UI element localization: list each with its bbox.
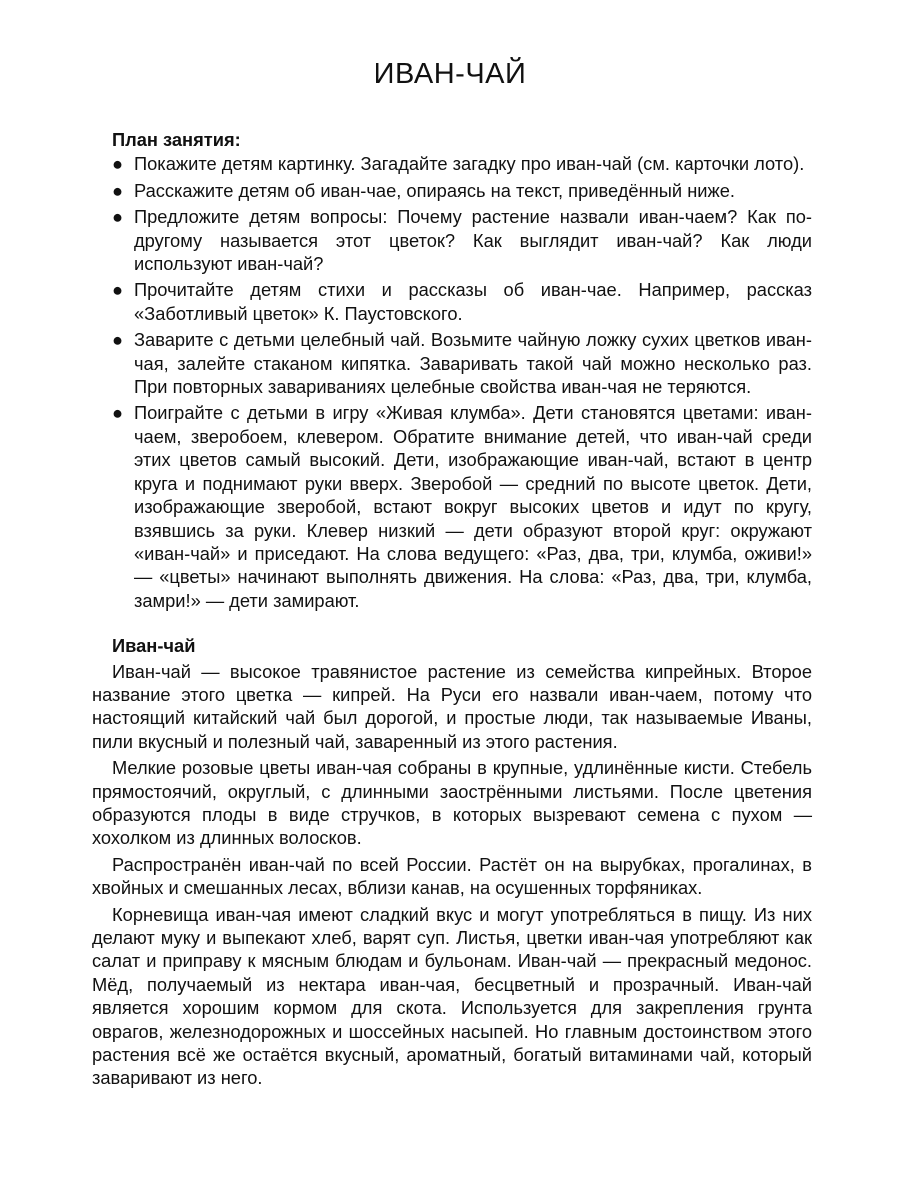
plan-item-text: Покажите детям картинку. Загадайте загадку про иван-чай (см. карточки лото).: [134, 153, 805, 175]
bullet-icon: ●: [112, 329, 124, 351]
plan-item: [112, 278, 812, 325]
plan-list: [112, 152, 812, 612]
plan-item: [112, 401, 812, 612]
bullet-icon: ●: [112, 402, 124, 424]
plan-item-text: Предложите детям вопросы: Почему растение назвали иван-чаем? Как по-другому называется этот цветок? Как выглядит иван-чай? Как люди используют иван-чай?: [134, 206, 812, 275]
plan-item: [112, 205, 812, 275]
plan-item-text: Расскажите детям об иван-чае, опираясь на текст, приведённый ниже.: [134, 179, 735, 201]
bullet-icon: ●: [112, 179, 124, 201]
content: [92, 128, 812, 1093]
plan-heading: План занятия:: [112, 129, 241, 150]
section-paragraph: Иван-чай — высокое травянистое растение из семейства кипрейных. Второе название этого цветка — кипрей. На Руси его назвали иван-чаем, потому что настоящий китайский чай был дорогой, и простые люди, так называемые Иваны, пили вкусный и полезный чай, заваренный из этого растения.: [92, 660, 812, 752]
plan-item: [112, 328, 812, 398]
section-paragraph: Корневища иван-чая имеют сладкий вкус и могут употребляться в пищу. Из них делают муку и выпекают хлеб, варят суп. Листья, цветки иван-чая употребляют как салат и приправу к мясным блюдам и бульонам. Иван-чай — прекрасный медонос. Мёд, получаемый из нектара иван-чая, бесцветный и прозрачный. Иван-чай является хорошим кормом для скота. Используется для закрепления грунта оврагов, железнодорожных и шоссейных насыпей. Но главным достоинством этого растения всё же остаётся вкусный, ароматный, богатый витаминами чай, который заваривают из него.: [92, 903, 812, 1089]
plan-item: [112, 179, 812, 202]
section-body: [92, 660, 812, 1090]
bullet-icon: ●: [112, 206, 124, 228]
plan-item-text: Заварите с детьми целебный чай. Возьмите чайную ложку сухих цветков иван-чая, залейте стаканом кипятка. Заваривать такой чай можно несколько раз. При повторных завариваниях целебные свойства иван-чая не теряются.: [134, 329, 812, 398]
section-paragraph: Распространён иван-чай по всей России. Растёт он на вырубках, прогалинах, в хвойных и смешанных лесах, вблизи канав, на осушенных торфяниках.: [92, 853, 812, 899]
page-title: ИВАН-ЧАЙ: [373, 58, 527, 90]
plan-item-text: Прочитайте детям стихи и рассказы об иван-чае. Например, рассказ «Заботливый цветок» К. Паустовского.: [134, 279, 812, 324]
section-paragraph: Мелкие розовые цветы иван-чая собраны в крупные, удлинённые кисти. Стебель прямостоячий, округлый, с длинными заострёнными листьями. После цветения образуются плоды в виде стручков, в которых вызревают семена с пухом — хохолком из длинных волосков.: [92, 757, 812, 849]
bullet-icon: ●: [112, 279, 124, 301]
plan-item: [112, 152, 812, 175]
section-heading: Иван-чай: [112, 635, 196, 657]
plan-item-text: Поиграйте с детьми в игру «Живая клумба». Дети становятся цветами: иван-чаем, зверобоем, клевером. Обратите внимание детей, что иван-чай среди этих цветов самый высокий. Дети, изображающие иван-чай, встают в центр круга и поднимают руки вверх. Зверобой — средний по высоте цветок. Дети, изображающие зверобой, встают вокруг высоких цветов и идут по кругу, взявшись за руки. Клевер низкий — дети образуют второй круг: окружают «иван-чай» и приседают. На слова ведущего: «Раз, два, три, клумба, оживи!» — «цветы» начинают выполнять движения. На слова: «Раз, два, три, клумба, замри!» — дети замирают.: [134, 402, 812, 611]
bullet-icon: ●: [112, 153, 124, 175]
